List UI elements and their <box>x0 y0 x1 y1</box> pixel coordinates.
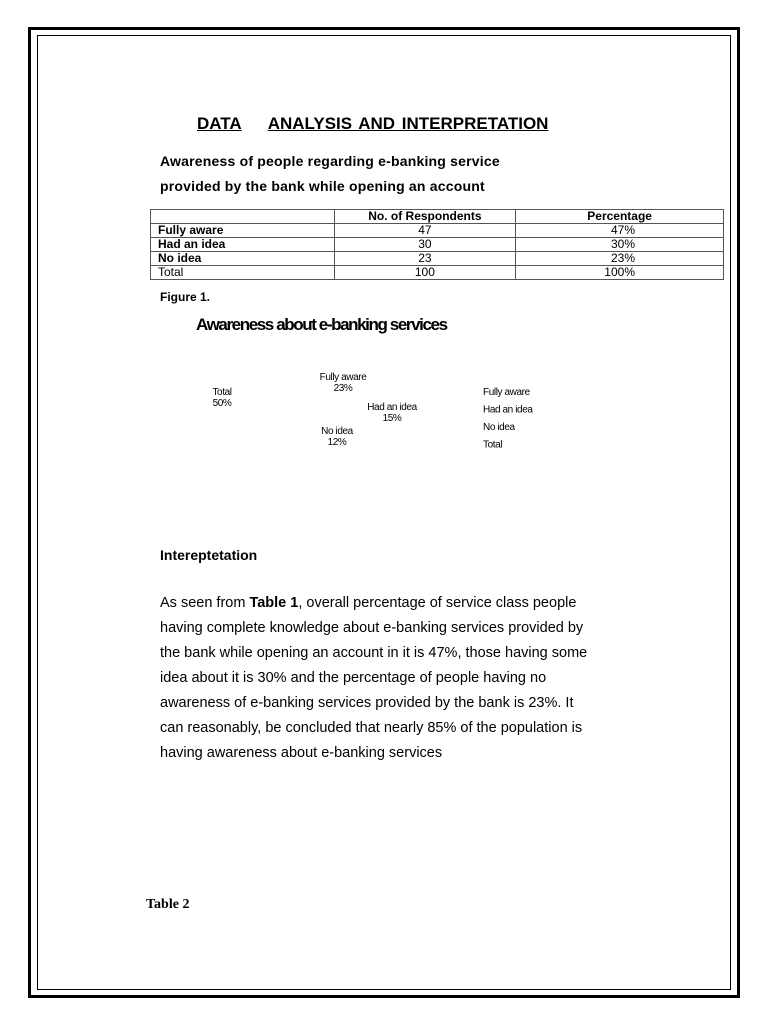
interpretation-paragraph <box>160 591 640 766</box>
legend-item: Fully aware <box>483 387 530 398</box>
respondents-table <box>150 209 724 280</box>
title-part2: ANALYSIS AND INTERPRETATION <box>267 114 549 133</box>
interpretation-line: can reasonably, be concluded that nearly 85% of the population is <box>160 720 583 736</box>
pie-chart <box>150 340 650 470</box>
legend-item: No idea <box>483 422 515 433</box>
pie-label-value: 12% <box>327 437 347 448</box>
table2-label: Table 2 <box>146 897 190 912</box>
table-header-cell <box>151 210 335 224</box>
subheading-line1: Awareness of people regarding e-banking service <box>160 153 500 169</box>
table-cell-count: 30 <box>334 238 516 252</box>
legend-item: Had an idea <box>483 404 533 416</box>
interpretation-heading: Intereptetation <box>160 547 258 563</box>
interpretation-line: idea about it is 30% and the percentage of people having no <box>160 670 547 686</box>
legend-item: Total <box>483 439 503 451</box>
title-part1: DATA <box>197 114 242 133</box>
pie-label-value: 50% <box>212 398 232 409</box>
table-cell-percent: 100% <box>516 266 724 280</box>
subheading-line2: provided by the bank while opening an account <box>160 178 485 194</box>
table-row <box>151 252 724 266</box>
table-header-cell: No. of Respondents <box>334 210 516 224</box>
pie-label-value: 15% <box>382 413 402 424</box>
table-cell-count: 47 <box>334 224 516 238</box>
pie-label-name: Had an idea <box>367 402 417 413</box>
interpretation-line: the bank while opening an account in it is 47%, those having some <box>160 645 588 661</box>
table-cell-count: 23 <box>334 252 516 266</box>
interpretation-line: having awareness about e-banking services <box>160 745 443 761</box>
pie-label-name: Fully aware <box>319 372 367 383</box>
table-cell-percent: 30% <box>516 238 724 252</box>
pie-label-value: 23% <box>333 383 353 394</box>
table-cell-percent: 23% <box>516 252 724 266</box>
interpretation-line: As seen from Table 1, overall percentage of service class people <box>160 595 577 611</box>
chart-title: Awareness about e-banking services <box>196 315 447 334</box>
table-row <box>151 266 724 280</box>
pie-label-name: No idea <box>321 426 353 437</box>
table-header-cell: Percentage <box>516 210 724 224</box>
table-cell-count: 100 <box>334 266 516 280</box>
table-cell-percent: 47% <box>516 224 724 238</box>
figure-label: Figure 1. <box>160 290 211 304</box>
table-cell-label: No idea <box>151 252 335 266</box>
table-cell-label: Had an idea <box>151 238 335 252</box>
pie-label-name: Total <box>212 387 232 398</box>
page-title <box>197 114 548 134</box>
table-header-row <box>151 210 724 224</box>
interpretation-line: awareness of e-banking services provided by the bank is 23%. It <box>160 695 574 711</box>
table-row <box>151 238 724 252</box>
table-reference: Table 1 <box>249 595 299 611</box>
table-cell-label: Fully aware <box>151 224 335 238</box>
table-row <box>151 224 724 238</box>
table-cell-label: Total <box>151 266 335 280</box>
interpretation-line: having complete knowledge about e-banking services provided by <box>160 620 584 636</box>
